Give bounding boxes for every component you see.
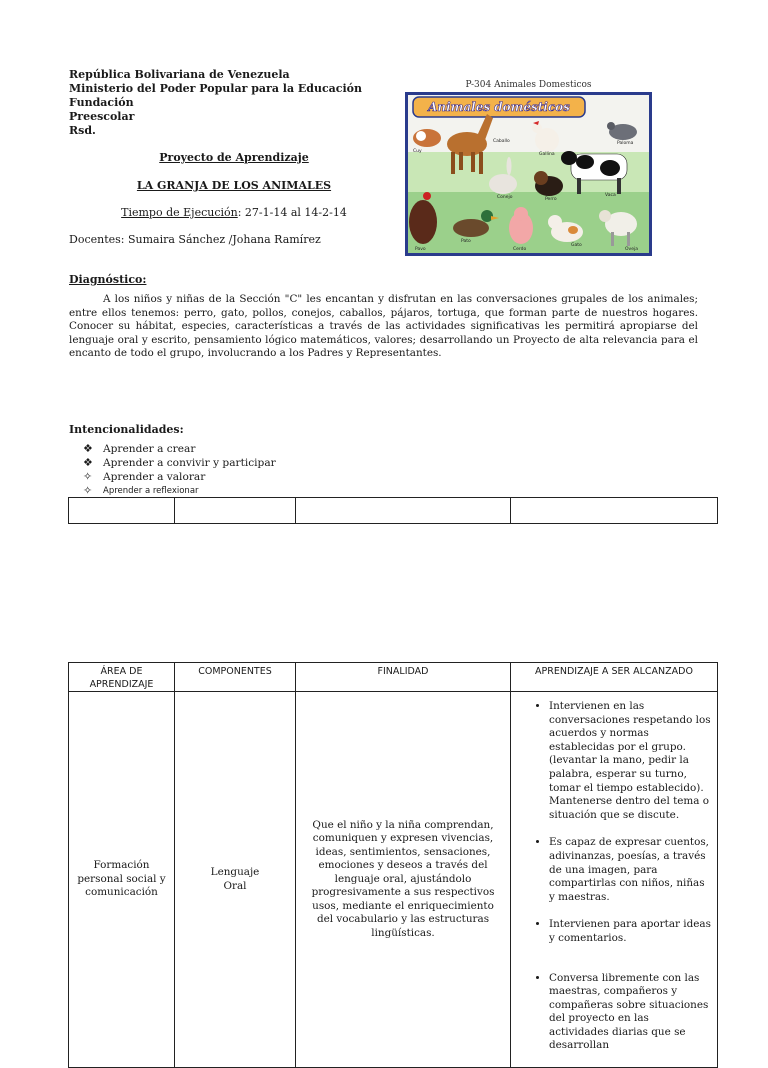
label-perro: Perro — [545, 197, 557, 202]
label-gato: Gato — [571, 243, 582, 248]
header-republic: República Bolivariana de Venezuela — [69, 68, 290, 81]
list-item-text: Aprender a crear — [103, 443, 196, 455]
label-vaca: Vaca — [605, 193, 616, 198]
diamond-bullet-icon: ❖ — [83, 456, 93, 469]
diamond-outline-bullet-icon: ✧ — [83, 484, 93, 497]
intencionalidades-list — [83, 442, 276, 498]
teachers: Docentes: Sumaira Sánchez /Johana Ramírez — [69, 233, 321, 246]
aprendizajes-list — [511, 692, 717, 1053]
poster-illustration — [405, 92, 652, 256]
header-componentes: COMPONENTES — [175, 663, 296, 692]
cell-area: Formación personal social y comunicación — [69, 692, 175, 1068]
list-item: • Intervienen en las conversaciones respetando los acuerdos y normas establecidas por el grupo.(levantar la mano, pedir la palabra, esperar su turno, tomar el tiempo establecido). Mantenerse dentro del tema o situación que se discute. — [549, 700, 711, 822]
label-paloma: Paloma — [617, 141, 634, 146]
list-item-text: Aprender a reflexionar — [103, 486, 199, 496]
execution-time — [69, 206, 399, 219]
list-item — [83, 456, 276, 470]
label-cerdo: Cerdo — [513, 247, 527, 252]
label-cuy: Cuy — [413, 149, 422, 154]
empty-cell — [296, 498, 511, 524]
cell-finalidad: Que el niño y la niña comprendan, comuniquen y expresen vivencias, ideas, sentimientos, sensaciones, emociones y deseos a través del lenguaje oral, ajustándolo progresivamente a sus respectivos usos, mediante el enriquecimiento del vocabulario y las estructuras lingüísticas. — [296, 692, 511, 1068]
table-header-row — [69, 663, 718, 692]
list-item — [83, 470, 276, 484]
label-caballo: Caballo — [493, 139, 510, 144]
label-gallina: Gallina — [539, 152, 555, 157]
diagnostico-title: Diagnóstico: — [69, 273, 147, 286]
poster-frame — [405, 92, 652, 256]
table-row — [69, 692, 718, 1068]
list-item — [83, 484, 276, 498]
empty-cell — [511, 498, 718, 524]
list-item: • Intervienen para aportar ideas y comentarios. — [549, 918, 711, 945]
header-foundation: Fundación — [69, 96, 134, 109]
cell-aprendizajes — [511, 692, 718, 1068]
empty-table — [68, 497, 718, 524]
execution-time-value: : 27-1-14 al 14-2-14 — [237, 206, 347, 219]
label-pavo: Pavo — [415, 247, 426, 252]
label-pato: Pato — [461, 239, 471, 244]
list-item-text: Aprender a valorar — [103, 471, 206, 483]
diagnostico-text: A los niños y niñas de la Sección "C" les encantan y disfrutan en las conversaciones grupales de los animales; entre ellos tenemos: perro, gato, pollos, conejos, caballos, pájaros, tortuga, que forman parte de nuestros hogares. Conocer su hábitat, especies, características a través de las actividades significativas les permitirá apropiarse del lenguaje oral y escrito, pensamiento lógico matemáticos, valores; desarrollando un Proyecto de alta relevancia para el encanto de todo el grupo, involucrando a los Padres y Representantes. — [69, 293, 698, 360]
label-conejo: Conejo — [497, 195, 513, 200]
header-level: Preescolar — [69, 110, 135, 123]
list-item-text: Aprender a convivir y participar — [103, 457, 276, 469]
header-area: ÁREA DE APRENDIZAJE — [69, 663, 175, 692]
cell-componentes: Lenguaje Oral — [175, 692, 296, 1068]
poster-caption: P-304 Animales Domesticos — [465, 80, 592, 90]
diamond-outline-bullet-icon: ✧ — [83, 470, 93, 483]
execution-time-label: Tiempo de Ejecución — [121, 206, 238, 219]
project-label: Proyecto de Aprendizaje — [159, 151, 309, 164]
label-oveja: Oveja — [625, 247, 638, 252]
intencionalidades-title: Intencionalidades: — [69, 423, 184, 436]
header-finalidad: FINALIDAD — [296, 663, 511, 692]
poster-banner: Animales domésticos — [428, 100, 570, 114]
header-aprendizaje: APRENDIZAJE A SER ALCANZADO — [511, 663, 718, 692]
diamond-bullet-icon: ❖ — [83, 442, 93, 455]
empty-cell — [175, 498, 296, 524]
list-item: • Es capaz de expresar cuentos, adivinanzas, poesías, a través de una imagen, para compartirlas con niños, niñas y maestras. — [549, 836, 711, 904]
empty-cell — [69, 498, 175, 524]
animals-poster — [405, 78, 652, 256]
learning-table — [68, 662, 718, 1068]
header-rsd: Rsd. — [69, 124, 96, 137]
list-item — [83, 442, 276, 456]
project-name: LA GRANJA DE LOS ANIMALES — [136, 179, 332, 192]
header-ministry: Ministerio del Poder Popular para la Educación — [69, 82, 363, 95]
list-item: • Conversa libremente con las maestras, compañeros y compañeras sobre situaciones del proyecto en las actividades diarias que se desarrollan — [549, 972, 711, 1054]
